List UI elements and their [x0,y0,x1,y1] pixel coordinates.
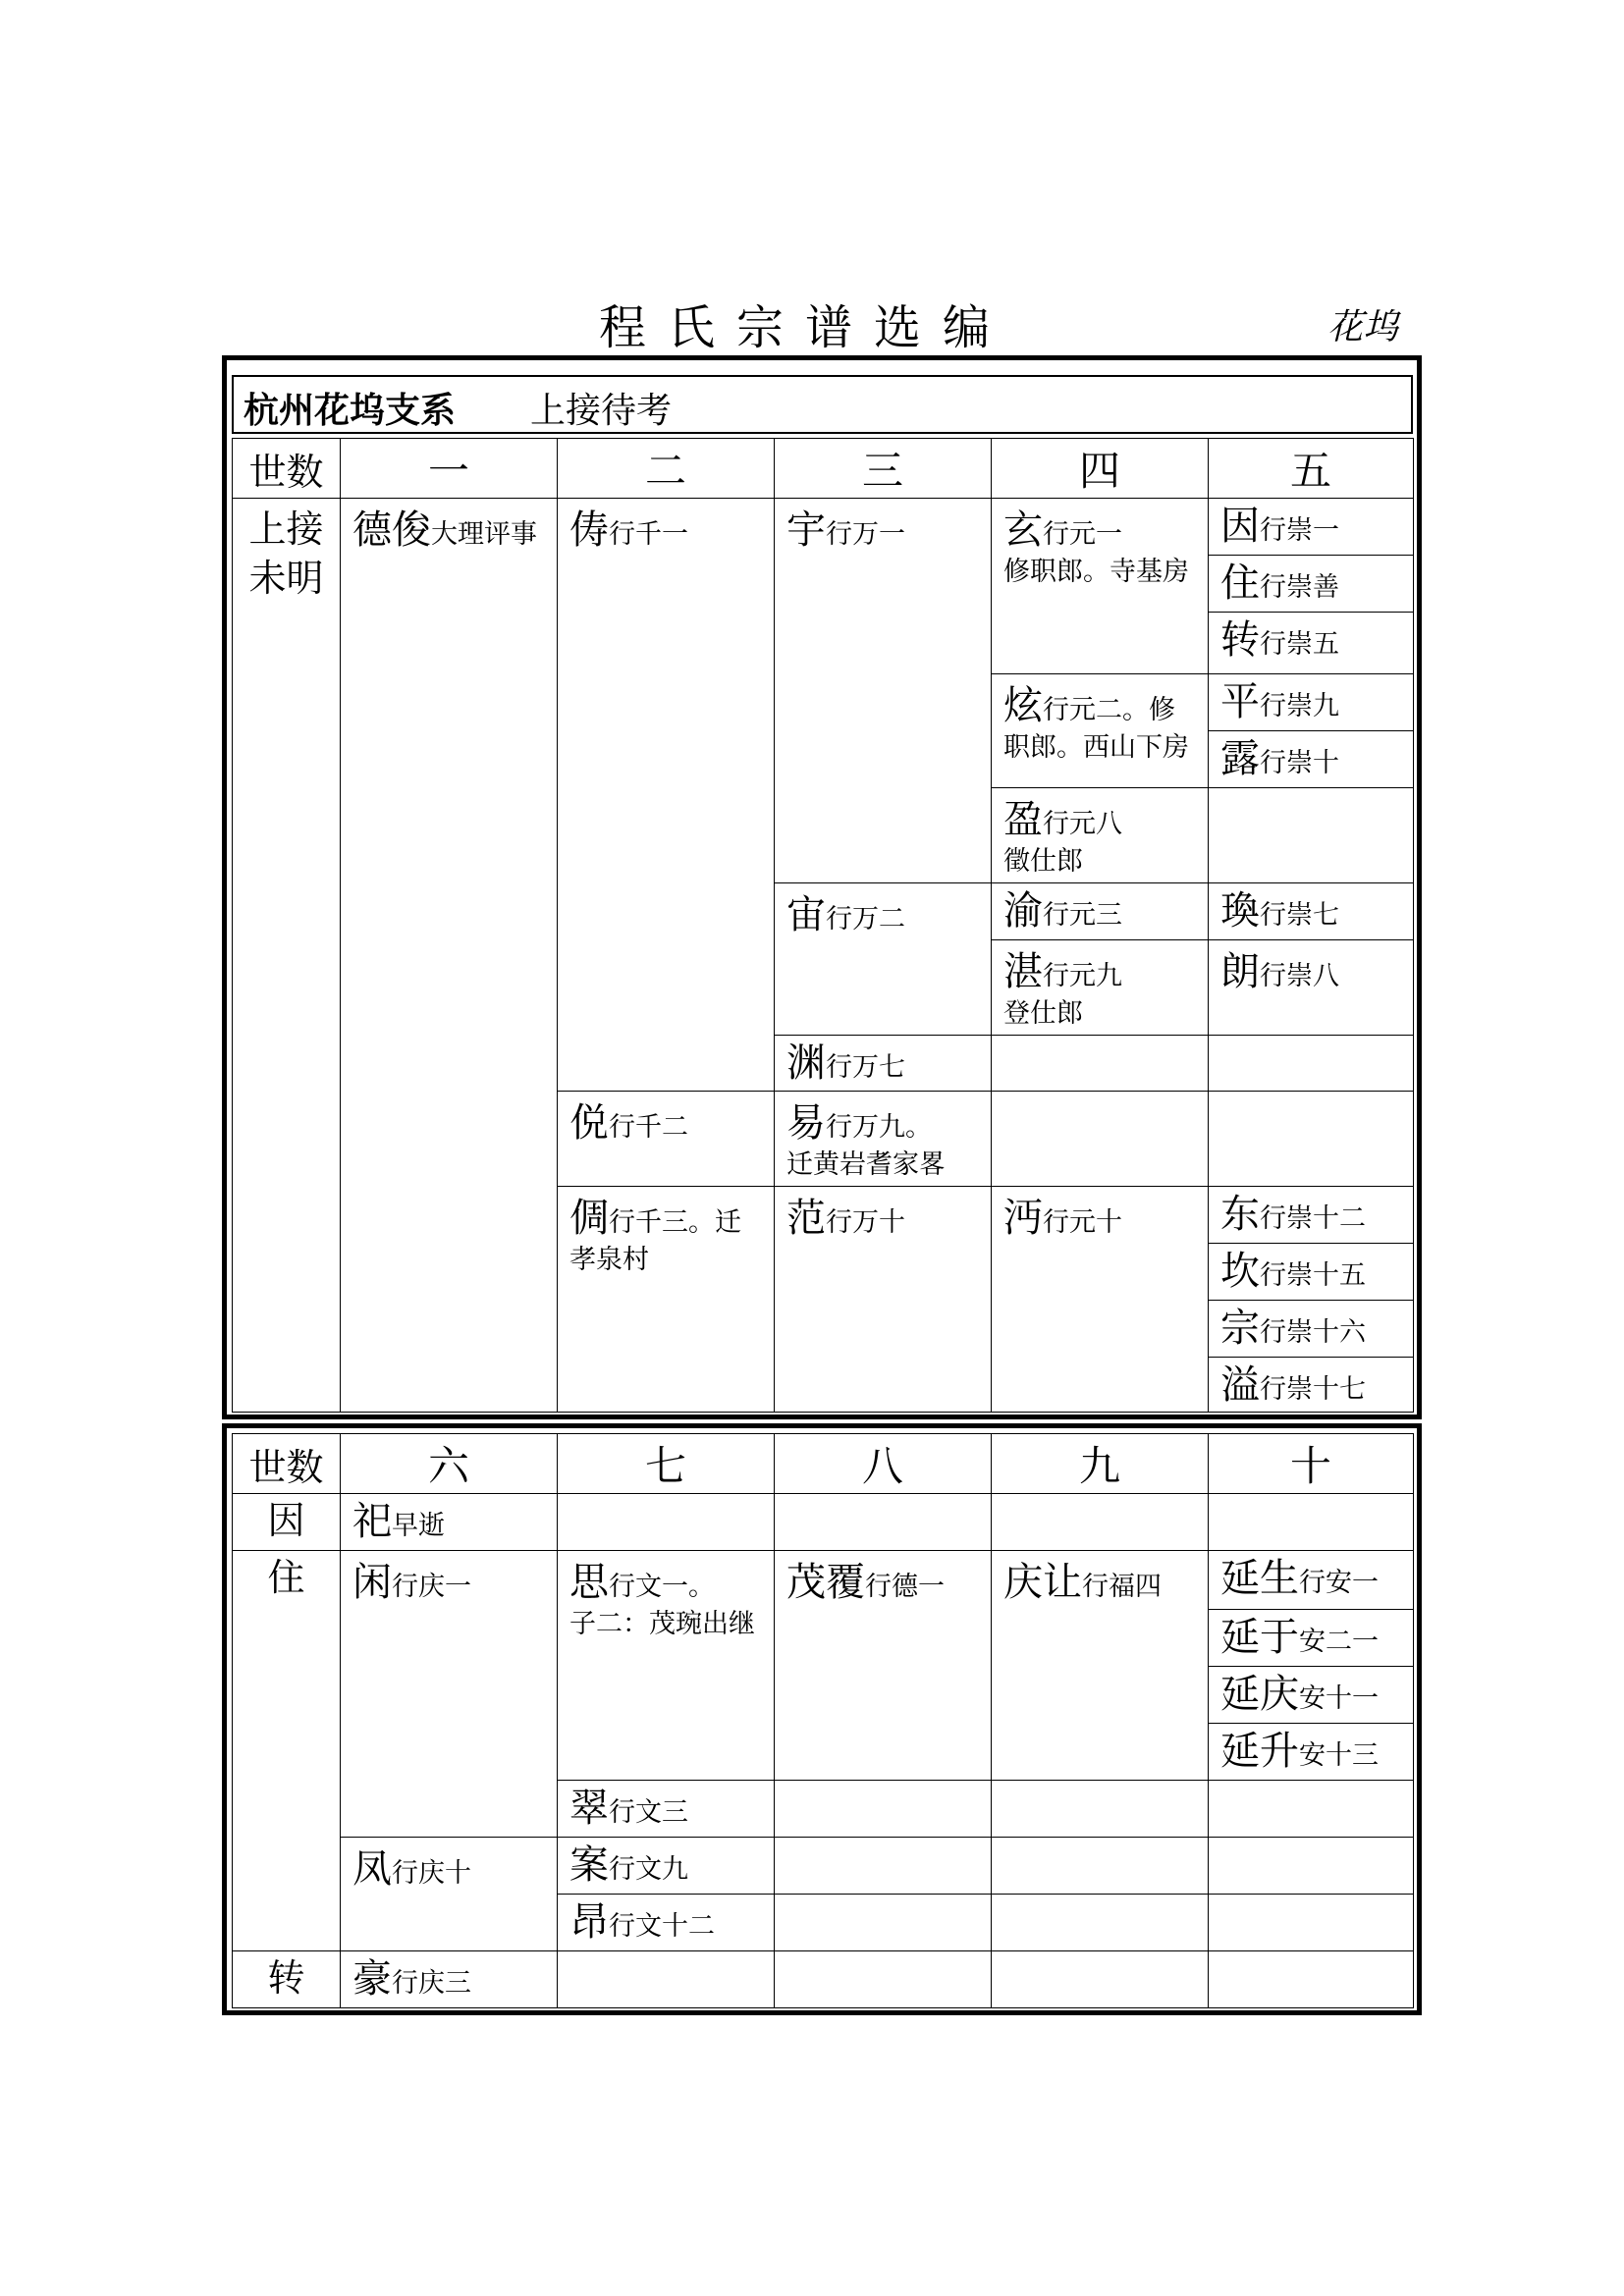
person-ying: 盈行元八 徵仕郎 [992,788,1209,883]
person-ping: 平行崇九 [1209,674,1414,731]
person-yin: 因行崇一 [1209,499,1414,556]
person-si: 祀早逝 [341,1494,558,1551]
person-ti: 倜行千三。迁 孝泉村 [558,1187,775,1413]
person-ang: 昂行文十二 [558,1895,775,1951]
empty-cell [558,1494,775,1551]
empty-cell [1209,1838,1414,1895]
empty-cell [1209,1895,1414,1951]
person-zhuan: 转行崇五 [1209,613,1414,674]
person-zong: 宗行崇十六 [1209,1301,1414,1358]
person-yu: 宇行万一 [775,499,992,883]
genealogy-table-1 [232,438,1414,1413]
person-kan: 坎行崇十五 [1209,1244,1414,1301]
root-cell [233,499,341,1413]
person-yansheng: 延生行安一 [1209,1551,1414,1610]
gen-8: 八 [775,1434,992,1494]
person-an: 案行文九 [558,1838,775,1895]
gen-9: 九 [992,1434,1209,1494]
gen-7: 七 [558,1434,775,1494]
gen-4: 四 [992,439,1209,499]
person-fan: 范行万十 [775,1187,992,1413]
branch-header [232,375,1413,434]
person-huan: 瑍行崇七 [1209,883,1414,940]
person-zhu: 住行崇善 [1209,556,1414,613]
gen-6: 六 [341,1434,558,1494]
gen-2: 二 [558,439,775,499]
empty-cell [1209,788,1414,883]
empty-cell [1209,1781,1414,1838]
person-yansheng2: 延升安十三 [1209,1724,1414,1781]
empty-cell [1209,1951,1414,2008]
person-xian: 闲行庆一 [341,1551,558,1838]
empty-cell [992,1036,1209,1092]
place-label: 花坞 [1327,307,1399,347]
person-yi: 易行万九。 迁黄岩耆家畧 [775,1092,992,1187]
empty-cell [1209,1494,1414,1551]
root-yin: 因 [233,1494,341,1551]
person-dong: 东行崇十二 [1209,1187,1414,1244]
gen-3: 三 [775,439,992,499]
branch-note: 上接待考 [530,391,673,431]
person-cui: 翠行文三 [558,1781,775,1838]
empty-cell [992,1838,1209,1895]
gen-label: 世数 [233,439,341,499]
person-yi2: 溢行崇十七 [1209,1358,1414,1413]
empty-cell [775,1494,992,1551]
person-lang: 朗行崇八 [1209,940,1414,1036]
person-qingrang: 庆让行福四 [992,1551,1209,1781]
person-zhou: 宙行万二 [775,883,992,1036]
empty-cell [558,1951,775,2008]
person-si2: 思行文一。 子二：茂琬出继 [558,1551,775,1781]
empty-cell [1209,1036,1414,1092]
person-dejun: 德俊大理评事 [341,499,558,1413]
empty-cell [992,1951,1209,2008]
genealogy-table-2 [232,1433,1414,2008]
branch-name: 杭州花坞支系 [244,391,457,431]
gen-1: 一 [341,439,558,499]
person-chou: 俦行千一 [558,499,775,1092]
person-yu2: 渝行元三 [992,883,1209,940]
person-hao: 豪行庆三 [341,1951,558,2008]
root-zhuan: 转 [233,1951,341,2008]
page-title: 程氏宗谱选编 [599,300,1012,355]
gen-label: 世数 [233,1434,341,1494]
person-lu: 露行崇十 [1209,731,1414,788]
person-xuan: 玄行元一 修职郎。寺基房 [992,499,1209,674]
person-tuo: 侻行千二 [558,1092,775,1187]
empty-cell [992,1781,1209,1838]
person-yanyu: 延于安二一 [1209,1610,1414,1667]
person-yuan: 渊行万七 [775,1036,992,1092]
root-label: 上接未明 [248,507,324,600]
person-yanqing: 延庆安十一 [1209,1667,1414,1724]
empty-cell [775,1781,992,1838]
gen-5: 五 [1209,439,1414,499]
person-zhan: 湛行元九 登仕郎 [992,940,1209,1036]
empty-cell [992,1092,1209,1187]
gen-10: 十 [1209,1434,1414,1494]
empty-cell [775,1895,992,1951]
person-mian: 沔行元十 [992,1187,1209,1413]
person-feng: 凤行庆十 [341,1838,558,1951]
person-maofu: 茂覆行德一 [775,1551,992,1781]
empty-cell [775,1951,992,2008]
empty-cell [775,1838,992,1895]
empty-cell [992,1494,1209,1551]
empty-cell [1209,1092,1414,1187]
empty-cell [992,1895,1209,1951]
root-zhu: 住 [233,1551,341,1951]
person-xuan2: 炫行元二。修 职郎。西山下房 [992,674,1209,788]
